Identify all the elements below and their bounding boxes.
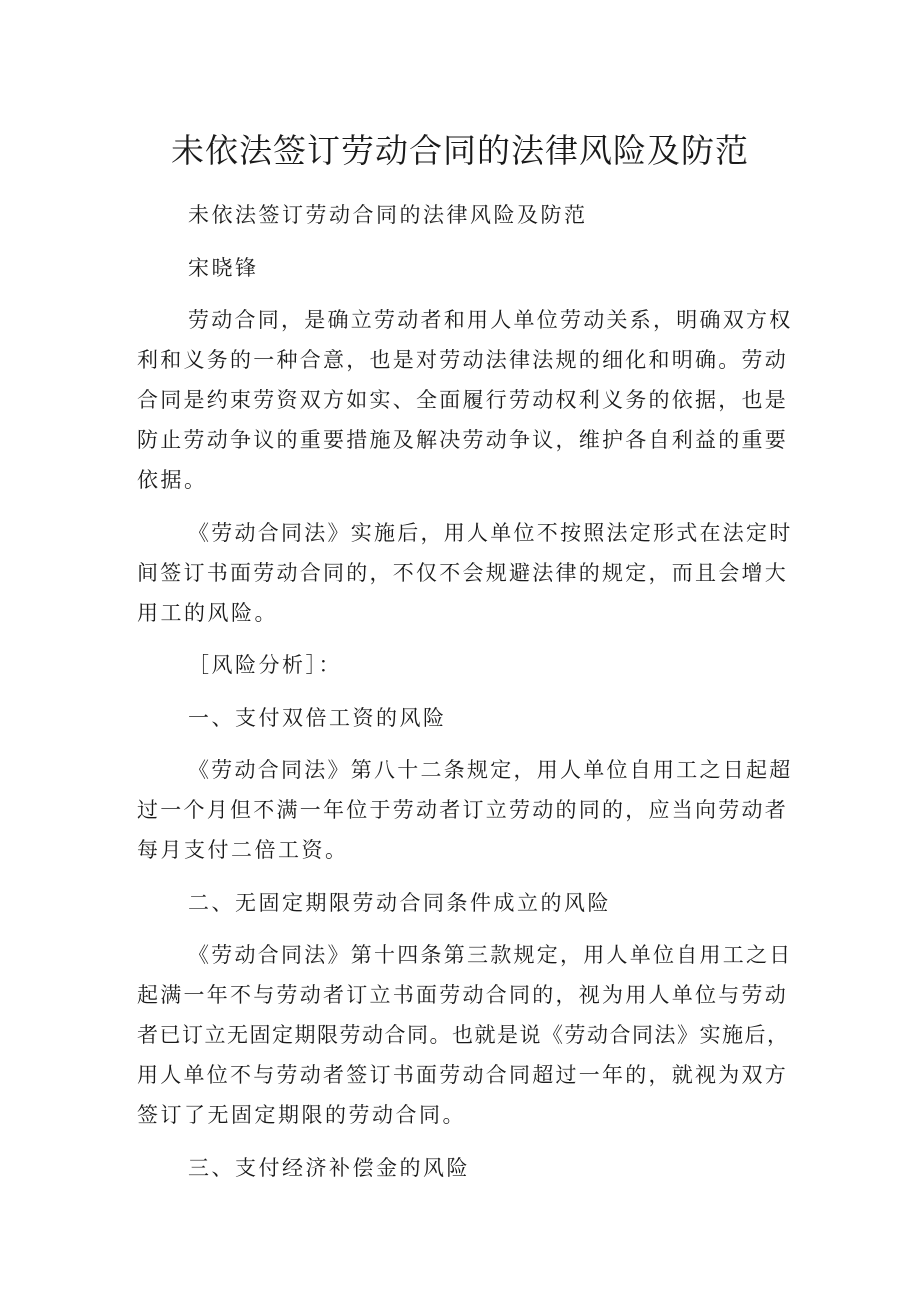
author-name: 宋晓锋 bbox=[188, 256, 259, 280]
text-line: 者已订立无固定期限劳动合同。也就是说《劳动合同法》实施后， bbox=[137, 1023, 790, 1047]
section-heading-open-ended-contract: 二、无固定期限劳动合同条件成立的风险 bbox=[188, 891, 611, 915]
text-line: 《劳动合同法》第十四条第三款规定，用人单位自用工之日 bbox=[188, 943, 793, 967]
text-line: 用工的风险。 bbox=[137, 601, 278, 625]
text-line: 《劳动合同法》实施后，用人单位不按照法定形式在法定时 bbox=[188, 521, 793, 545]
text-line: 合同是约束劳资双方如实、全面履行劳动权利义务的依据，也是 bbox=[137, 388, 788, 412]
text-line: 劳动合同，是确立劳动者和用人单位劳动关系，明确双方权 bbox=[188, 308, 793, 332]
text-line: 依据。 bbox=[137, 468, 208, 492]
text-line: 用人单位不与劳动者签订书面劳动合同超过一年的，就视为双方 bbox=[137, 1063, 788, 1087]
section-heading-double-wage: 一、支付双倍工资的风险 bbox=[188, 706, 447, 730]
text-line: 间签订书面劳动合同的，不仅不会规避法律的规定，而且会增大 bbox=[137, 561, 788, 585]
text-line: 起满一年不与劳动者订立书面劳动合同的，视为用人单位与劳动 bbox=[137, 983, 788, 1007]
text-line: 签订了无固定期限的劳动合同。 bbox=[137, 1103, 466, 1127]
text-line: 防止劳动争议的重要措施及解决劳动争议，维护各自利益的重要 bbox=[137, 428, 788, 452]
section-heading-compensation: 三、支付经济补偿金的风险 bbox=[188, 1156, 470, 1180]
document-subtitle: 未依法签订劳动合同的法律风险及防范 bbox=[188, 203, 588, 227]
text-line: 利和义务的一种合意，也是对劳动法律法规的细化和明确。劳动 bbox=[137, 348, 788, 372]
risk-analysis-heading: ［风险分析］： bbox=[188, 653, 342, 677]
text-line: 《劳动合同法》第八十二条规定，用人单位自用工之日起超 bbox=[188, 758, 793, 782]
document-title: 未依法签订劳动合同的法律风险及防范 bbox=[171, 131, 749, 170]
text-line: 每月支付二倍工资。 bbox=[137, 838, 349, 862]
text-line: 过一个月但不满一年位于劳动者订立劳动的同的，应当向劳动者 bbox=[137, 798, 788, 822]
